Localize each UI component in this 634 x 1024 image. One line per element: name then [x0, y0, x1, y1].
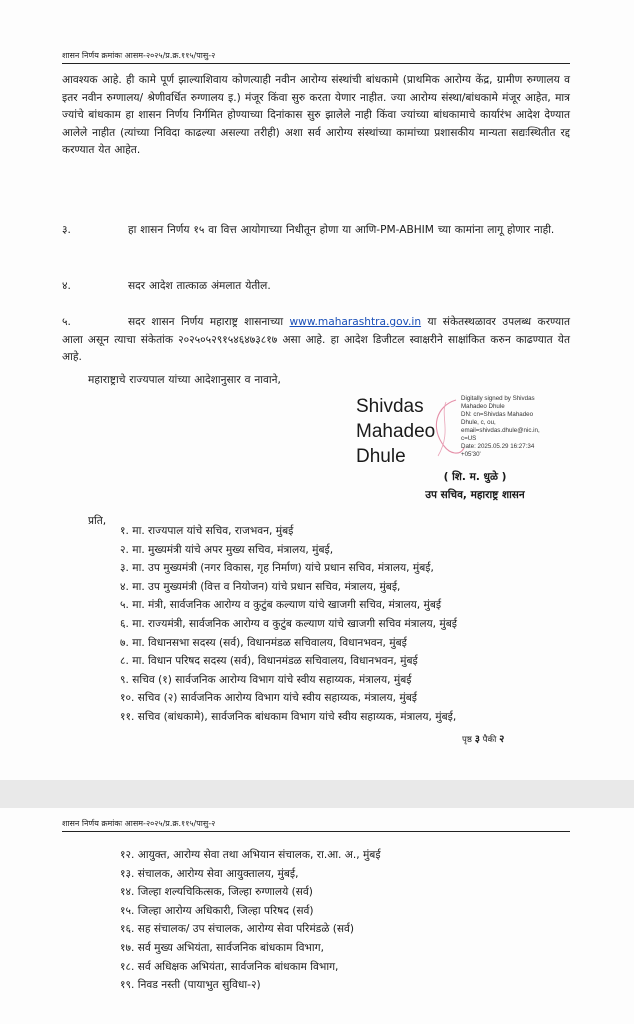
sig-detail-line: Mahadeo Dhule — [461, 403, 505, 410]
recipient-item: १०. सचिव (२) सार्वजनिक आरोग्य विभाग यांचे स्वीय सहाय्यक, मंत्रालय, मुंबई — [120, 692, 417, 705]
recipient-item: १. मा. राज्यपाल यांचे सचिव, राजभवन, मुंबई — [120, 525, 294, 537]
paragraph-4-text: सदर आदेश तात्काळ अंमलात येतील. — [128, 280, 271, 292]
page-header-ref: शासन निर्णय क्रमांकः आसम-२०२५/प्र.क्र.११५/पासु-२ — [62, 51, 216, 60]
recipient-item: २. मा. मुख्यमंत्री यांचे अपर मुख्य सचिव, मंत्रालय, मुंबई, — [120, 543, 334, 556]
footer-prefix: पृष्ठ — [462, 735, 472, 745]
header-divider — [62, 831, 570, 832]
recipient-item: १३. संचालक, आरोग्य सेवा आयुक्तालय, मुंबई, — [120, 867, 299, 880]
recipient-item: ७. मा. विधानसभा सदस्य (सर्व), विधानमंडळ सचिवालय, विधानभवन, मुंबई — [120, 636, 407, 649]
signature-name — [356, 394, 435, 469]
maharashtra-gov-link[interactable]: www.maharashtra.gov.in — [289, 316, 422, 328]
recipient-item: १४. जिल्हा शल्यचिकित्सक, जिल्हा रुग्णालये (सर्व) — [120, 886, 313, 899]
recipient-item: ३. मा. उप मुख्यमंत्री (नगर विकास, गृह निर्माण) यांचे प्रधान सचिव, मंत्रालय, मुंबई, — [120, 562, 434, 575]
sig-detail-line: Date: 2025.05.29 16:27:34 — [461, 443, 535, 450]
recipient-item: ५. मा. मंत्री, सार्वजनिक आरोग्य व कुटुंब कल्याण यांचे खाजगी सचिव, मंत्रालय, मुंबई — [120, 599, 442, 612]
paragraph-5-number: ५. — [62, 316, 71, 328]
sig-detail-line: DN: cn=Shivdas Mahadeo — [461, 411, 534, 418]
recipient-item: १२. आयुक्त, आरोग्य सेवा तथा अभियान संचालक, रा.आ. अ., मुंबई — [120, 849, 381, 861]
paragraph-5-text-b: या संकेतस्थळावर उपलब्ध करण्यात आला असून त्याचा संकेतांक २०२५०५२९१५४६४७३८१७ असा आहे. हा आदेश डिजीटल स्वाक्षरीने साक्षांकित करुन काढण्यात येत आहे. — [62, 316, 570, 363]
recipient-item: ८. मा. विधान परिषद सदस्य (सर्व), विधानमंडळ सचिवालय, विधानभवन, मुंबई — [120, 655, 418, 668]
recipient-item: १७. सर्व मुख्य अभियंता, सार्वजनिक बांधकाम विभाग, — [120, 941, 324, 954]
page-header-ref: शासन निर्णय क्रमांकः आसम-२०२५/प्र.क्र.११५/पासु-२ — [62, 819, 216, 828]
sig-detail-line: +05'30' — [461, 451, 481, 458]
recipient-item: ९. सचिव (१) सार्वजनिक आरोग्य विभाग यांचे स्वीय सहाय्यक, मंत्रालय, मुंबई — [120, 673, 412, 686]
signature-name-line-2: Mahadeo — [356, 421, 436, 442]
sig-detail-line: Digitally signed by Shivdas — [461, 395, 535, 402]
signature-stroke-icon — [426, 398, 466, 460]
paragraph-3 — [62, 222, 570, 240]
by-order-line: महाराष्ट्राचे राज्यपाल यांच्या आदेशानुसार व नावाने, — [88, 374, 281, 386]
signature-name-line-3: Dhule — [356, 446, 406, 467]
signature-name-line-1: Shivdas — [356, 396, 424, 417]
recipient-item: १६. सह संचालक/ उप संचालक, आरोग्य सेवा परिमंडळे (सर्व) — [120, 923, 355, 936]
sig-detail-line: email=shivdas.dhule@nic.in, — [461, 427, 540, 434]
paragraph-3-text: हा शासन निर्णय १५ वा वित्त आयोगाच्या निधीतून होणा या आणि-PM-ABHIM च्या कामांना लागू होणार नाही. — [128, 224, 555, 236]
recipients-heading: प्रति, — [88, 515, 107, 527]
footer-current-page: २ — [499, 734, 505, 745]
officer-designation: उप सचिव, महाराष्ट्र शासन — [425, 489, 525, 501]
document-page-2 — [0, 808, 634, 1024]
recipients-list-page-1 — [120, 522, 457, 727]
recipients-list-page-2 — [120, 846, 381, 995]
footer-total-pages: ३ — [474, 734, 480, 745]
recipient-item: ६. मा. राज्यमंत्री, सार्वजनिक आरोग्य व कुटुंब कल्याण यांचे खाजगी सचिव मंत्रालय, मुंबई — [120, 617, 458, 630]
header-divider — [62, 63, 570, 64]
paragraph-5 — [62, 314, 570, 367]
sig-detail-line: Dhule, c, ou, — [461, 419, 496, 426]
officer-name: ( शि. म. धुळे ) — [443, 471, 507, 483]
page-number-footer — [462, 731, 504, 745]
paragraph-4-number: ४. — [62, 280, 71, 292]
recipient-item: १९. निवड नस्ती (पायाभुत सुविधा-२) — [120, 979, 261, 992]
sig-detail-line: c=US — [461, 435, 477, 442]
digital-signature-details — [461, 395, 571, 459]
footer-mid: पैकी — [482, 735, 497, 745]
recipient-item: ११. सचिव (बांधकामे), सार्वजनिक बांधकाम विभाग यांचे स्वीय सहाय्यक, मंत्रालय, मुंबई, — [120, 710, 457, 723]
recipient-item: १५. जिल्हा आरोग्य अधिकारी, जिल्हा परिषद (सर्व) — [120, 904, 314, 917]
paragraph-5-text-a: सदर शासन निर्णय महाराष्ट्र शासनाच्या — [128, 316, 284, 328]
paragraph-4 — [62, 278, 570, 296]
paragraph-intro: आवश्यक आहे. ही कामे पूर्ण झाल्याशिवाय कोणत्याही नवीन आरोग्य संस्थांची बांधकामे (प्राथमिक आरोग्य केंद्र, ग्रामीण रुग्णालय व इतर नवीन रुग्णालय/ श्रेणीवर्धित रुग्णालय इ.) मंजूर किंवा सुरु करता येणार नाहीत. ज्या आरोग्य संस्था/बांधकामे मंजूर आहेत, मात्र ज्यांचे बांधकाम हा शासन निर्णय निर्गमित होण्याच्या दिनांकास सुरु झालेले नाही किंवा ज्यांच्या बांधकामाचे कार्यारंभ आदेश देण्यात आलेले नाहीत (त्यांच्या निविदा काढल्या असल्या तरीही) अशा सर्व आरोग्य संस्थांच्या कामांच्या प्रशासकीय मान्यता सद्यःस्थितीत रद्द करण्यात येत आहेत. — [62, 74, 570, 156]
recipient-item: ४. मा. उप मुख्यमंत्री (वित्त व नियोजन) यांचे प्रधान सचिव, मंत्रालय, मुंबई, — [120, 580, 401, 593]
recipient-item: १८. सर्व अधिक्षक अभियंता, सार्वजनिक बांधकाम विभाग, — [120, 960, 339, 973]
paragraph-3-number: ३. — [62, 224, 71, 236]
